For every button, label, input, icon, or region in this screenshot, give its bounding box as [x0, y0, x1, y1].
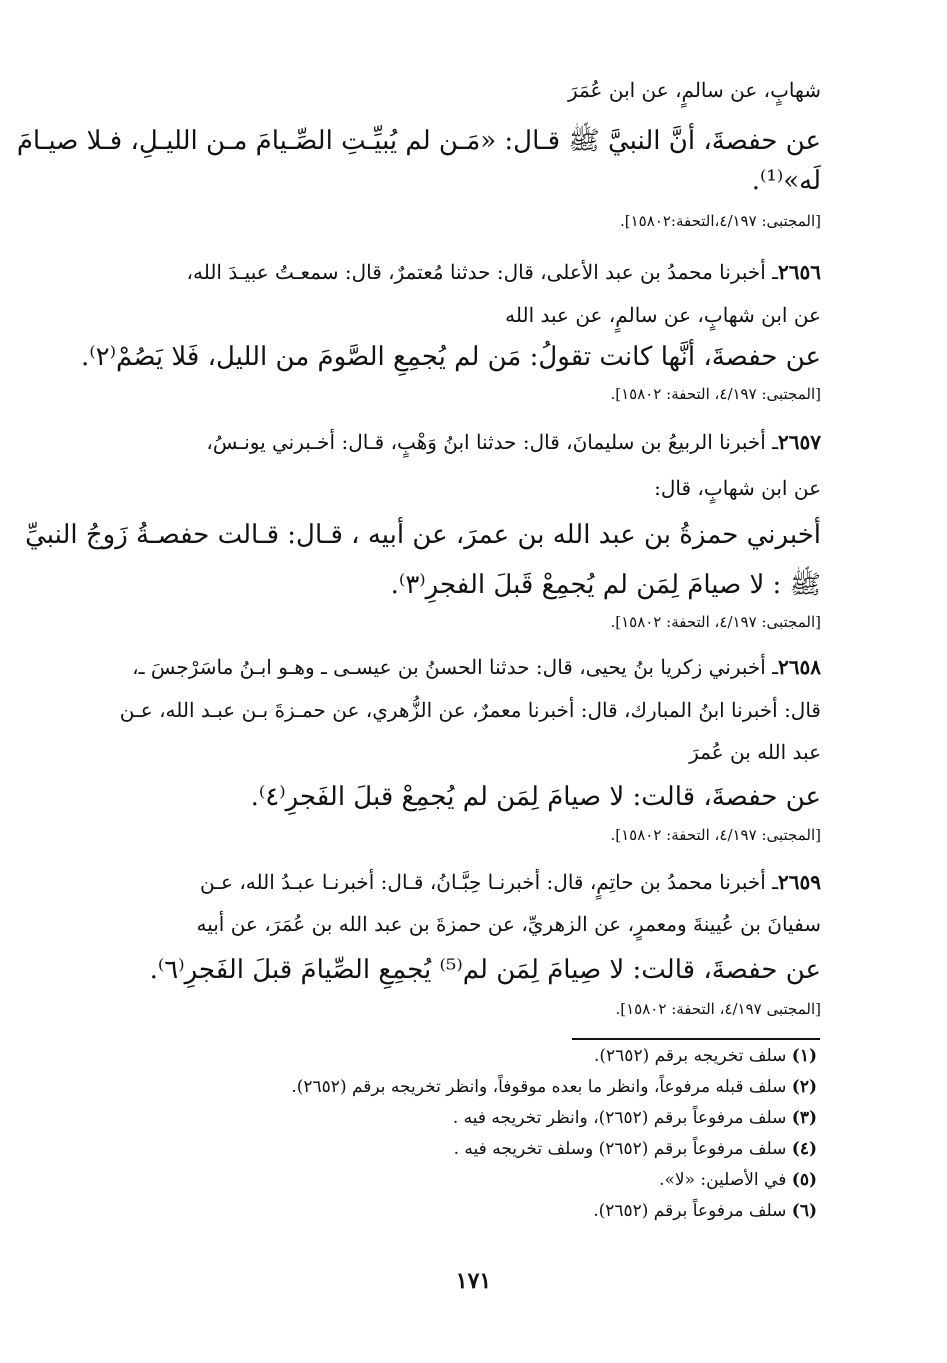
- footnote: [291, 1077, 817, 1097]
- footnote-number: (٣): [791, 1108, 817, 1128]
- hadith-chain-text: ـ أخبرنا محمدُ بن حاتِمٍ، قال: أخبرنـا حِبَّـانُ، قـال: أخبرنـا عبـدُ الله، عـن: [199, 870, 779, 894]
- text-line: ﷺ : لا صيامَ لِمَن لم يُجمِعْ قَبلَ الفجرِ⁽٣⁾.: [390, 570, 821, 600]
- footnote-text: في الأصلين: «لا».: [659, 1170, 787, 1190]
- hadith-number: ٢٦٥٨: [778, 655, 821, 679]
- text-line: لَه»⁽¹⁾.: [751, 166, 821, 196]
- footnote-number: (٢): [791, 1077, 817, 1097]
- footnote-divider: [572, 1038, 820, 1040]
- footnote: [659, 1170, 817, 1190]
- reference-line: [المجتبى ٤/١٩٧، التحفة: ١٥٨٠٢].: [615, 1000, 821, 1018]
- footnote: [594, 1046, 817, 1066]
- hadith-chain-text: ـ أخبرني زكريا بنُ يحيى، قال: حدثنا الحسنُ بن عيسـى ـ وهـو ابـنُ ماسَرْجسَ ـ،: [132, 655, 779, 679]
- footnote-number: (٤): [791, 1139, 817, 1159]
- text-line: عن ابن شهابٍ، قال:: [654, 476, 821, 500]
- hadith-number: ٢٦٥٧: [778, 430, 821, 454]
- reference-line: [المجتبى: ٤/١٩٧،التحفة:١٥٨٠٢].: [619, 212, 821, 230]
- hadith-number: ٢٦٥٦: [778, 260, 821, 284]
- text-line: عن حفصةَ، قالت: لا صِيامَ لِمَن لم⁽⁵⁾ يُجمِعِ الصِّيامَ قبلَ الفَجرِ⁽٦⁾.: [149, 955, 821, 985]
- footnote-text: سلف تخريجه برقم (٢٦٥٢).: [594, 1046, 787, 1066]
- hadith-heading-2656: [187, 260, 821, 284]
- hadith-heading-2658: [132, 655, 821, 679]
- reference-line: [المجتبى: ٤/١٩٧، التحفة: ١٥٨٠٢].: [610, 613, 821, 631]
- text-line: عبد الله بن عُمرَ: [689, 740, 821, 764]
- footnote-number: (٦): [791, 1201, 817, 1221]
- footnote-text: سلف مرفوعاً برقم (٢٦٥٢) وسلف تخريجه فيه .: [453, 1139, 787, 1159]
- footnote: [453, 1108, 817, 1128]
- text-line: سفيانَ بن عُيينةَ ومعمرٍ، عن الزهريِّ، عن حمزةَ بن عبد الله بن عُمَرَ، عن أبيه: [196, 912, 821, 936]
- text-line: أخبرني حمزةُ بن عبد الله بن عمرَ، عن أبيه ، قـال: قـالت حفصـةُ زَوجُ النبيِّ: [25, 520, 821, 550]
- footnote: [593, 1201, 817, 1221]
- text-line: عن ابن شهابٍ، عن سالمٍ، عن عبد الله: [505, 303, 821, 327]
- text-line: عن حفصةَ، أنَّ النبيَّ ﷺ قـال: «مَـن لم يُبيِّـتِ الصِّـيامَ مـن الليـلِ، فـلا صيـامَ: [16, 126, 821, 156]
- reference-line: [المجتبى: ٤/١٩٧، التحفة: ١٥٨٠٢].: [610, 826, 821, 844]
- footnote: [454, 1139, 817, 1159]
- hadith-heading-2659: [200, 870, 821, 894]
- footnote-number: (١): [791, 1046, 817, 1066]
- footnote-number: (٥): [791, 1170, 817, 1190]
- page-number: ١٧١: [455, 1268, 492, 1294]
- text-line: عن حفصةَ، أنَّها كانت تقولُ: مَن لم يُجمِعِ الصَّومَ من الليل، فَلا يَصُمْ⁽٢⁾.: [81, 342, 821, 372]
- footnote-text: سلف مرفوعاً برقم (٢٦٥٢).: [593, 1201, 787, 1221]
- footnote-text: سلف مرفوعاً برقم (٢٦٥٢)، وانظر تخريجه فيه .: [452, 1108, 787, 1128]
- text-line: عن حفصةَ، قالت: لا صيامَ لِمَن لم يُجمِعْ قبلَ الفَجرِ⁽٤⁾.: [250, 782, 821, 812]
- hadith-number: ٢٦٥٩: [778, 870, 821, 894]
- hadith-chain-text: ـ أخبرنا محمدُ بن عبد الأعلى، قال: حدثنا مُعتمرٌ، قال: سمعـتُ عبيـدَ الله،: [186, 260, 779, 284]
- text-line: قال: أخبرنا ابنُ المبارك، قال: أخبرنا معمرٌ، عن الزُّهري، عن حمـزةَ بـن عبـد الله، عـن: [119, 698, 821, 722]
- hadith-heading-2657: [206, 430, 821, 454]
- reference-line: [المجتبى: ٤/١٩٧، التحفة: ١٥٨٠٢].: [610, 385, 821, 403]
- hadith-chain-text: ـ أخبرنا الربيعُ بن سليمانَ، قال: حدثنا ابنُ وَهْبٍ، قـال: أخـبرني يونـسُ،: [206, 430, 779, 454]
- footnote-text: سلف قبله مرفوعاً، وانظر ما بعده موقوفاً، وانظر تخريجه برقم (٢٦٥٢).: [291, 1077, 787, 1097]
- text-line: شهابٍ، عن سالمٍ، عن ابن عُمَرَ: [567, 78, 821, 102]
